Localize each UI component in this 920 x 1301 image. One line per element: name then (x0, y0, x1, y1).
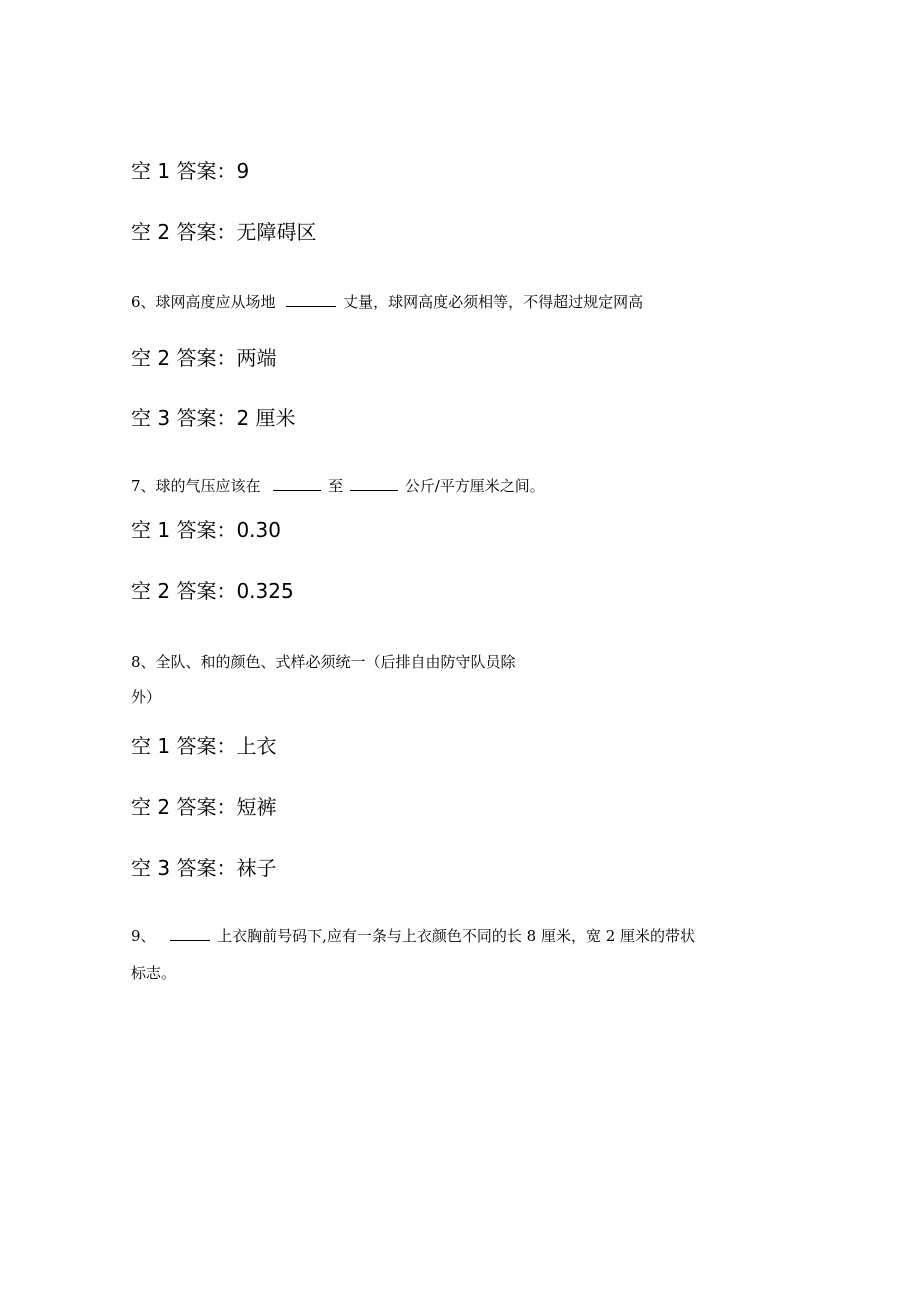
q7-answer-blank-2: 空 2 答案：0.325 (131, 579, 294, 603)
question-7-part-3: 公斤/平方厘米之间。 (404, 477, 545, 495)
question-8-line-2: 外） (131, 688, 162, 706)
question-9-line-1 (131, 925, 695, 947)
question-7-part-1: 7、球的气压应该在 (131, 477, 261, 495)
q5-answer-blank-1: 空 1 答案：9 (131, 159, 250, 183)
question-7-blank-1 (273, 476, 321, 491)
question-6 (131, 291, 643, 313)
question-8-line-1: 8、全队、和的颜色、式样必须统一（后排自由防守队员除 (131, 653, 516, 671)
q7-answer-blank-1: 空 1 答案：0.30 (131, 518, 281, 542)
question-9-blank (170, 926, 210, 941)
q8-answer-blank-1: 空 1 答案：上衣 (131, 734, 277, 758)
question-9-text: 上衣胸前号码下,应有一条与上衣颜色不同的长 8 厘米，宽 2 厘米的带状 (217, 927, 696, 945)
q6-answer-blank-3: 空 3 答案：2 厘米 (131, 406, 296, 430)
q6-answer-blank-2: 空 2 答案：两端 (131, 346, 277, 370)
q5-answer-blank-2: 空 2 答案：无障碍区 (131, 220, 317, 244)
q8-answer-blank-3: 空 3 答案：袜子 (131, 856, 277, 880)
question-6-part-2: 丈量，球网高度必须相等，不得超过规定网高 (343, 293, 644, 311)
question-6-part-1: 6、球网高度应从场地 (131, 293, 276, 311)
question-6-blank (286, 292, 336, 307)
q8-answer-blank-2: 空 2 答案：短裤 (131, 795, 277, 819)
question-9-line-2: 标志。 (131, 964, 177, 982)
question-7-part-2: 至 (328, 477, 344, 495)
question-7-blank-2 (350, 476, 398, 491)
question-9-prefix: 9、 (131, 927, 156, 945)
question-7 (131, 475, 545, 497)
